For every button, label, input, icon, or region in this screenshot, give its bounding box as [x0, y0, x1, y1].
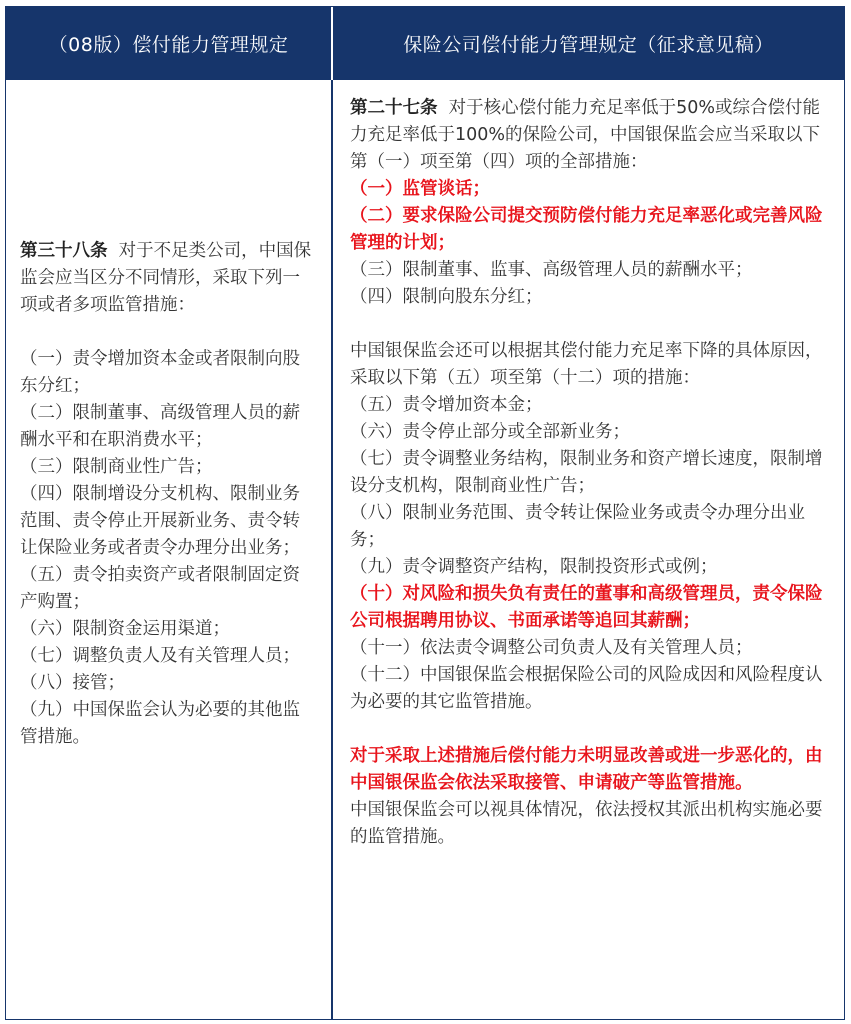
right-paragraph-2: 中国银保监会还可以根据其偿付能力充足率下降的具体原因，采取以下第（五）项至第（十二）项的措施： [350, 341, 823, 388]
right-item-highlight: （一）监管谈话； [350, 179, 490, 199]
right-item: （九）责令调整资产结构，限制投资形式或例； [350, 557, 718, 577]
left-item: （四）限制增设分支机构、限制业务范围、责令停止开展新业务、责令转让保险业务或者责令办理分出业务； [20, 484, 300, 558]
left-item: （五）责令拍卖资产或者限制固定资产购置； [20, 565, 300, 612]
left-item: （八）接管； [20, 673, 125, 693]
left-item: （六）限制资金运用渠道； [20, 619, 230, 639]
right-item: （四）限制向股东分红； [350, 287, 543, 307]
article-38-intro: 对于不足类公司，中国保监会应当区分不同情形，采取下列一项或者多项监管措施： [20, 241, 312, 315]
paragraph-gap [20, 319, 312, 346]
right-paragraph-3-highlight: 对于采取上述措施后偿付能力未明显改善或进一步恶化的，由中国银保监会依法采取接管、申请破产等监管措施。 [350, 746, 823, 793]
table-header [6, 7, 844, 80]
article-38-title: 第三十八条 [20, 241, 108, 261]
right-item-highlight: （二）要求保险公司提交预防偿付能力充足率恶化或完善风险管理的计划； [350, 206, 823, 253]
article-27-title: 第二十七条 [350, 98, 438, 118]
old-regulation-column [20, 238, 312, 751]
right-item: （十二）中国银保监会根据保险公司的风险成因和风险程度认为必要的其它监管措施。 [350, 665, 823, 712]
paragraph-gap [350, 716, 835, 743]
right-item: （八）限制业务范围、责令转让保险业务或责令办理分出业务； [350, 503, 805, 550]
right-paragraph-4: 中国银保监会可以视具体情况，依法授权其派出机构实施必要的监管措施。 [350, 800, 823, 847]
left-item: （七）调整负责人及有关管理人员； [20, 646, 300, 666]
right-item: （六）责令停止部分或全部新业务； [350, 422, 630, 442]
article-27 [350, 95, 835, 176]
left-item: （三）限制商业性广告； [20, 457, 213, 477]
right-item: （十一）依法责令调整公司负责人及有关管理人员； [350, 638, 753, 658]
header-old-regulation: （08版）偿付能力管理规定 [48, 34, 289, 56]
paragraph-gap [350, 311, 835, 338]
right-item: （三）限制董事、监事、高级管理人员的薪酬水平； [350, 260, 753, 280]
new-regulation-column [350, 95, 835, 851]
left-item: （二）限制董事、高级管理人员的薪酬水平和在职消费水平； [20, 403, 300, 450]
article-38 [20, 238, 312, 319]
right-item-highlight: （十）对风险和损失负有责任的董事和高级管理员，责令保险公司根据聘用协议、书面承诺等追回其薪酬； [350, 584, 823, 631]
header-new-regulation-draft: 保险公司偿付能力管理规定（征求意见稿） [403, 34, 774, 56]
right-item: （五）责令增加资本金； [350, 395, 543, 415]
right-item: （七）责令调整业务结构，限制业务和资产增长速度，限制增设分支机构，限制商业性广告； [350, 449, 823, 496]
article-27-intro: 对于核心偿付能力充足率低于50%或综合偿付能力充足率低于100%的保险公司，中国银保监会应当采取以下第（一）项至第（四）项的全部措施： [350, 98, 821, 172]
column-divider [331, 80, 333, 1019]
left-item: （九）中国保监会认为必要的其他监管措施。 [20, 700, 300, 747]
left-item: （一）责令增加资本金或者限制向股东分红； [20, 349, 300, 396]
